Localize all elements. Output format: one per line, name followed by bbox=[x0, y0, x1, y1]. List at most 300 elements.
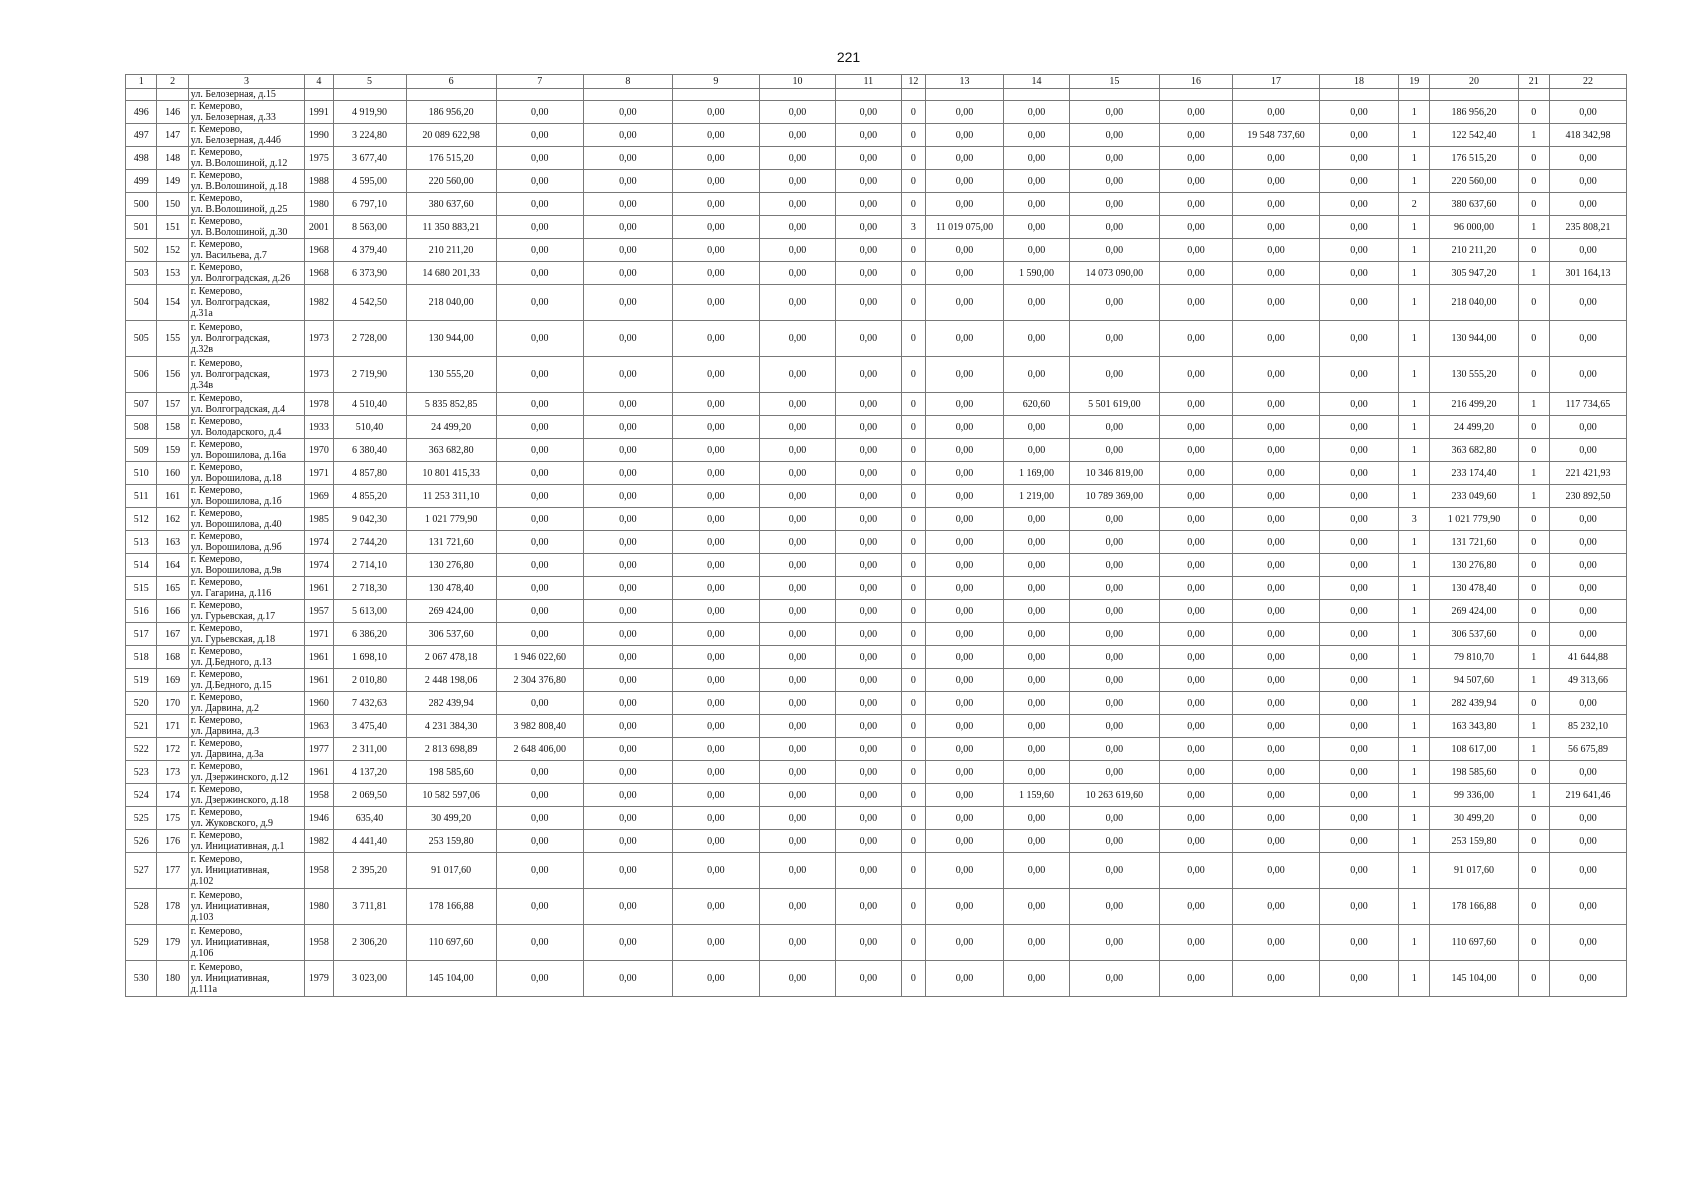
cell-col-2: 154 bbox=[157, 285, 188, 321]
address-cell bbox=[188, 692, 304, 715]
cell-col-21: 0 bbox=[1518, 170, 1549, 193]
empty-cell bbox=[901, 89, 925, 101]
header-row bbox=[126, 75, 1627, 89]
cell-col-4: 1968 bbox=[305, 239, 333, 262]
cell-col-15: 0,00 bbox=[1069, 216, 1159, 239]
address-cell bbox=[188, 600, 304, 623]
address-line: ул. Волгоградская, bbox=[190, 369, 271, 380]
cell-col-1: 522 bbox=[126, 738, 157, 761]
cell-col-17: 0,00 bbox=[1232, 508, 1319, 531]
cell-col-14: 0,00 bbox=[1004, 124, 1070, 147]
cell-col-1: 508 bbox=[126, 416, 157, 439]
cell-col-9: 0,00 bbox=[672, 853, 759, 889]
cell-col-21: 0 bbox=[1518, 357, 1549, 393]
cell-col-8: 0,00 bbox=[583, 531, 672, 554]
cell-col-22: 0,00 bbox=[1549, 239, 1626, 262]
cell-col-7: 0,00 bbox=[496, 807, 583, 830]
cell-col-2: 178 bbox=[157, 889, 188, 925]
address-line: ул. Дарвина, д.3а bbox=[190, 749, 264, 760]
address-cell bbox=[188, 889, 304, 925]
cell-col-4: 2001 bbox=[305, 216, 333, 239]
address-line: г. Кемерово, bbox=[190, 623, 243, 634]
cell-col-8: 0,00 bbox=[583, 853, 672, 889]
cell-col-9: 0,00 bbox=[672, 761, 759, 784]
address-cell bbox=[188, 646, 304, 669]
cell-col-21: 1 bbox=[1518, 124, 1549, 147]
address-line: г. Кемерово, bbox=[190, 807, 243, 818]
cell-col-16: 0,00 bbox=[1160, 623, 1233, 646]
cell-col-6: 5 835 852,85 bbox=[406, 393, 496, 416]
cell-col-18: 0,00 bbox=[1320, 393, 1399, 416]
cell-col-7: 0,00 bbox=[496, 889, 583, 925]
cell-col-12: 0 bbox=[901, 321, 925, 357]
cell-col-5: 2 395,20 bbox=[333, 853, 406, 889]
address-line: ул. Дарвина, д.2 bbox=[190, 703, 260, 714]
address-line: г. Кемерово, bbox=[190, 262, 243, 273]
cell-col-6: 10 801 415,33 bbox=[406, 462, 496, 485]
cell-col-21: 1 bbox=[1518, 669, 1549, 692]
cell-col-1: 509 bbox=[126, 439, 157, 462]
cell-col-13: 0,00 bbox=[926, 393, 1004, 416]
cell-col-4: 1979 bbox=[305, 961, 333, 997]
cell-col-16: 0,00 bbox=[1160, 807, 1233, 830]
cell-col-9: 0,00 bbox=[672, 600, 759, 623]
cell-col-7: 0,00 bbox=[496, 285, 583, 321]
cell-col-10: 0,00 bbox=[759, 357, 835, 393]
cell-col-11: 0,00 bbox=[835, 830, 901, 853]
cell-col-18: 0,00 bbox=[1320, 669, 1399, 692]
cell-col-17: 0,00 bbox=[1232, 554, 1319, 577]
cell-col-14: 0,00 bbox=[1004, 600, 1070, 623]
cell-col-4: 1988 bbox=[305, 170, 333, 193]
address-line: ул. В.Волошиной, д.25 bbox=[190, 204, 288, 215]
cell-col-16: 0,00 bbox=[1160, 393, 1233, 416]
cell-col-22: 0,00 bbox=[1549, 285, 1626, 321]
cell-col-22: 0,00 bbox=[1549, 101, 1626, 124]
cell-col-7: 0,00 bbox=[496, 262, 583, 285]
cell-col-12: 0 bbox=[901, 577, 925, 600]
cell-col-18: 0,00 bbox=[1320, 889, 1399, 925]
cell-col-8: 0,00 bbox=[583, 715, 672, 738]
cell-col-14: 0,00 bbox=[1004, 715, 1070, 738]
cell-col-19: 1 bbox=[1399, 761, 1430, 784]
cell-col-6: 2 448 198,06 bbox=[406, 669, 496, 692]
cell-col-8: 0,00 bbox=[583, 147, 672, 170]
cell-col-18: 0,00 bbox=[1320, 600, 1399, 623]
cell-col-12: 0 bbox=[901, 807, 925, 830]
cell-col-15: 0,00 bbox=[1069, 853, 1159, 889]
empty-cell bbox=[1399, 89, 1430, 101]
cell-col-5: 2 010,80 bbox=[333, 669, 406, 692]
cell-col-2: 157 bbox=[157, 393, 188, 416]
table-row bbox=[126, 239, 1627, 262]
cell-col-1: 503 bbox=[126, 262, 157, 285]
cell-col-17: 0,00 bbox=[1232, 531, 1319, 554]
cell-col-19: 1 bbox=[1399, 784, 1430, 807]
cell-col-9: 0,00 bbox=[672, 738, 759, 761]
cell-col-22: 0,00 bbox=[1549, 170, 1626, 193]
address-line: ул. Ворошилова, д.9в bbox=[190, 565, 282, 576]
address-line: г. Кемерово, bbox=[190, 147, 243, 158]
address-line: г. Кемерово, bbox=[190, 358, 243, 369]
cell-col-12: 0 bbox=[901, 830, 925, 853]
cell-col-19: 1 bbox=[1399, 531, 1430, 554]
cell-col-15: 0,00 bbox=[1069, 669, 1159, 692]
table-row bbox=[126, 623, 1627, 646]
address-line: ул. Ворошилова, д.18 bbox=[190, 473, 282, 484]
cell-col-16: 0,00 bbox=[1160, 124, 1233, 147]
cell-col-10: 0,00 bbox=[759, 147, 835, 170]
cell-col-6: 130 276,80 bbox=[406, 554, 496, 577]
address-line: г. Кемерово, bbox=[190, 322, 243, 333]
cell-col-20: 363 682,80 bbox=[1430, 439, 1518, 462]
cell-col-15: 0,00 bbox=[1069, 124, 1159, 147]
cell-col-20: 269 424,00 bbox=[1430, 600, 1518, 623]
cell-col-11: 0,00 bbox=[835, 925, 901, 961]
cell-col-11: 0,00 bbox=[835, 439, 901, 462]
cell-col-8: 0,00 bbox=[583, 393, 672, 416]
cell-col-14: 620,60 bbox=[1004, 393, 1070, 416]
cell-col-14: 0,00 bbox=[1004, 692, 1070, 715]
address-line: ул. Гурьевская, д.18 bbox=[190, 634, 276, 645]
cell-col-10: 0,00 bbox=[759, 416, 835, 439]
cell-col-5: 2 714,10 bbox=[333, 554, 406, 577]
cell-col-9: 0,00 bbox=[672, 462, 759, 485]
cell-col-20: 99 336,00 bbox=[1430, 784, 1518, 807]
cell-col-18: 0,00 bbox=[1320, 830, 1399, 853]
cell-col-9: 0,00 bbox=[672, 784, 759, 807]
cell-col-19: 1 bbox=[1399, 485, 1430, 508]
address-cell bbox=[188, 439, 304, 462]
cell-col-13: 0,00 bbox=[926, 508, 1004, 531]
cell-col-1: 529 bbox=[126, 925, 157, 961]
cell-col-6: 282 439,94 bbox=[406, 692, 496, 715]
cell-col-15: 0,00 bbox=[1069, 170, 1159, 193]
cell-col-6: 186 956,20 bbox=[406, 101, 496, 124]
cell-col-11: 0,00 bbox=[835, 961, 901, 997]
cell-col-18: 0,00 bbox=[1320, 784, 1399, 807]
cell-col-17: 0,00 bbox=[1232, 357, 1319, 393]
cell-col-20: 110 697,60 bbox=[1430, 925, 1518, 961]
empty-cell bbox=[1320, 89, 1399, 101]
cell-col-2: 180 bbox=[157, 961, 188, 997]
cell-col-4: 1980 bbox=[305, 889, 333, 925]
column-header: 7 bbox=[496, 75, 583, 89]
cell-col-20: 210 211,20 bbox=[1430, 239, 1518, 262]
cell-col-8: 0,00 bbox=[583, 262, 672, 285]
cell-col-13: 0,00 bbox=[926, 623, 1004, 646]
cell-col-4: 1978 bbox=[305, 393, 333, 416]
address-cell bbox=[188, 830, 304, 853]
address-cell bbox=[188, 462, 304, 485]
cell-col-10: 0,00 bbox=[759, 124, 835, 147]
cell-col-2: 171 bbox=[157, 715, 188, 738]
cell-col-16: 0,00 bbox=[1160, 692, 1233, 715]
cell-col-1: 501 bbox=[126, 216, 157, 239]
cell-col-7: 0,00 bbox=[496, 692, 583, 715]
cell-col-16: 0,00 bbox=[1160, 600, 1233, 623]
cell-col-19: 1 bbox=[1399, 961, 1430, 997]
cell-col-2: 168 bbox=[157, 646, 188, 669]
address-cell bbox=[188, 393, 304, 416]
address-cell bbox=[188, 508, 304, 531]
cell-col-7: 0,00 bbox=[496, 357, 583, 393]
cell-col-4: 1958 bbox=[305, 784, 333, 807]
cell-col-14: 0,00 bbox=[1004, 925, 1070, 961]
cell-col-2: 175 bbox=[157, 807, 188, 830]
table-row bbox=[126, 889, 1627, 925]
cell-col-12: 0 bbox=[901, 485, 925, 508]
cell-col-21: 1 bbox=[1518, 262, 1549, 285]
cell-col-1: 517 bbox=[126, 623, 157, 646]
cell-col-17: 19 548 737,60 bbox=[1232, 124, 1319, 147]
cell-col-18: 0,00 bbox=[1320, 439, 1399, 462]
cell-col-15: 0,00 bbox=[1069, 101, 1159, 124]
cell-col-11: 0,00 bbox=[835, 239, 901, 262]
cell-col-5: 6 373,90 bbox=[333, 262, 406, 285]
address-line: г. Кемерово, bbox=[190, 600, 243, 611]
address-cell bbox=[188, 577, 304, 600]
cell-col-16: 0,00 bbox=[1160, 577, 1233, 600]
cell-col-2: 172 bbox=[157, 738, 188, 761]
cell-col-7: 0,00 bbox=[496, 485, 583, 508]
address-line: д.102 bbox=[190, 876, 214, 887]
cell-col-15: 0,00 bbox=[1069, 692, 1159, 715]
cell-col-1: 514 bbox=[126, 554, 157, 577]
cell-col-11: 0,00 bbox=[835, 531, 901, 554]
table-row bbox=[126, 416, 1627, 439]
cell-col-10: 0,00 bbox=[759, 239, 835, 262]
cell-col-22: 41 644,88 bbox=[1549, 646, 1626, 669]
cell-col-20: 380 637,60 bbox=[1430, 193, 1518, 216]
column-header: 6 bbox=[406, 75, 496, 89]
cell-col-9: 0,00 bbox=[672, 216, 759, 239]
cell-col-13: 0,00 bbox=[926, 193, 1004, 216]
cell-col-14: 0,00 bbox=[1004, 101, 1070, 124]
cell-col-13: 0,00 bbox=[926, 692, 1004, 715]
continuation-address: ул. Белозерная, д.15 bbox=[188, 89, 304, 101]
cell-col-7: 0,00 bbox=[496, 577, 583, 600]
cell-col-12: 0 bbox=[901, 692, 925, 715]
cell-col-17: 0,00 bbox=[1232, 961, 1319, 997]
cell-col-8: 0,00 bbox=[583, 554, 672, 577]
cell-col-5: 8 563,00 bbox=[333, 216, 406, 239]
cell-col-15: 0,00 bbox=[1069, 961, 1159, 997]
cell-col-13: 0,00 bbox=[926, 416, 1004, 439]
empty-cell bbox=[1549, 89, 1626, 101]
cell-col-7: 0,00 bbox=[496, 439, 583, 462]
cell-col-12: 0 bbox=[901, 761, 925, 784]
cell-col-13: 0,00 bbox=[926, 925, 1004, 961]
cell-col-5: 7 432,63 bbox=[333, 692, 406, 715]
address-cell bbox=[188, 357, 304, 393]
address-cell bbox=[188, 784, 304, 807]
cell-col-7: 0,00 bbox=[496, 784, 583, 807]
cell-col-20: 220 560,00 bbox=[1430, 170, 1518, 193]
cell-col-16: 0,00 bbox=[1160, 531, 1233, 554]
cell-col-2: 159 bbox=[157, 439, 188, 462]
cell-col-11: 0,00 bbox=[835, 193, 901, 216]
cell-col-21: 0 bbox=[1518, 416, 1549, 439]
table-row bbox=[126, 321, 1627, 357]
cell-col-20: 186 956,20 bbox=[1430, 101, 1518, 124]
cell-col-22: 221 421,93 bbox=[1549, 462, 1626, 485]
address-line: ул. Д.Бедного, д.15 bbox=[190, 680, 272, 691]
table-row bbox=[126, 807, 1627, 830]
cell-col-6: 30 499,20 bbox=[406, 807, 496, 830]
cell-col-9: 0,00 bbox=[672, 357, 759, 393]
column-header: 8 bbox=[583, 75, 672, 89]
cell-col-7: 3 982 808,40 bbox=[496, 715, 583, 738]
cell-col-15: 14 073 090,00 bbox=[1069, 262, 1159, 285]
cell-col-8: 0,00 bbox=[583, 600, 672, 623]
address-line: г. Кемерово, bbox=[190, 508, 243, 519]
cell-col-1: 496 bbox=[126, 101, 157, 124]
cell-col-5: 3 711,81 bbox=[333, 889, 406, 925]
cell-col-1: 511 bbox=[126, 485, 157, 508]
cell-col-18: 0,00 bbox=[1320, 147, 1399, 170]
cell-col-19: 1 bbox=[1399, 416, 1430, 439]
cell-col-20: 24 499,20 bbox=[1430, 416, 1518, 439]
cell-col-19: 1 bbox=[1399, 577, 1430, 600]
cell-col-6: 253 159,80 bbox=[406, 830, 496, 853]
cell-col-14: 0,00 bbox=[1004, 961, 1070, 997]
cell-col-19: 1 bbox=[1399, 124, 1430, 147]
cell-col-16: 0,00 bbox=[1160, 416, 1233, 439]
cell-col-1: 513 bbox=[126, 531, 157, 554]
cell-col-5: 3 023,00 bbox=[333, 961, 406, 997]
cell-col-12: 0 bbox=[901, 416, 925, 439]
cell-col-7: 0,00 bbox=[496, 416, 583, 439]
cell-col-14: 0,00 bbox=[1004, 239, 1070, 262]
cell-col-11: 0,00 bbox=[835, 357, 901, 393]
column-header: 19 bbox=[1399, 75, 1430, 89]
cell-col-4: 1961 bbox=[305, 761, 333, 784]
table-body bbox=[126, 75, 1627, 997]
cell-col-7: 0,00 bbox=[496, 600, 583, 623]
cell-col-6: 11 350 883,21 bbox=[406, 216, 496, 239]
cell-col-10: 0,00 bbox=[759, 807, 835, 830]
address-line: ул. В.Волошиной, д.12 bbox=[190, 158, 288, 169]
cell-col-16: 0,00 bbox=[1160, 738, 1233, 761]
column-header: 22 bbox=[1549, 75, 1626, 89]
cell-col-2: 167 bbox=[157, 623, 188, 646]
cell-col-20: 130 944,00 bbox=[1430, 321, 1518, 357]
address-line: ул. Васильева, д.7 bbox=[190, 250, 267, 261]
cell-col-17: 0,00 bbox=[1232, 462, 1319, 485]
empty-cell bbox=[583, 89, 672, 101]
cell-col-14: 0,00 bbox=[1004, 439, 1070, 462]
cell-col-9: 0,00 bbox=[672, 577, 759, 600]
cell-col-1: 530 bbox=[126, 961, 157, 997]
cell-col-15: 0,00 bbox=[1069, 925, 1159, 961]
cell-col-17: 0,00 bbox=[1232, 285, 1319, 321]
cell-col-20: 163 343,80 bbox=[1430, 715, 1518, 738]
table-row bbox=[126, 124, 1627, 147]
cell-col-17: 0,00 bbox=[1232, 784, 1319, 807]
cell-col-8: 0,00 bbox=[583, 439, 672, 462]
cell-col-21: 0 bbox=[1518, 554, 1549, 577]
cell-col-19: 1 bbox=[1399, 439, 1430, 462]
cell-col-15: 0,00 bbox=[1069, 285, 1159, 321]
cell-col-21: 0 bbox=[1518, 101, 1549, 124]
cell-col-13: 0,00 bbox=[926, 285, 1004, 321]
cell-col-15: 0,00 bbox=[1069, 830, 1159, 853]
cell-col-22: 49 313,66 bbox=[1549, 669, 1626, 692]
cell-col-16: 0,00 bbox=[1160, 285, 1233, 321]
cell-col-13: 0,00 bbox=[926, 124, 1004, 147]
column-header: 16 bbox=[1160, 75, 1233, 89]
cell-col-8: 0,00 bbox=[583, 170, 672, 193]
cell-col-13: 0,00 bbox=[926, 101, 1004, 124]
cell-col-18: 0,00 bbox=[1320, 853, 1399, 889]
cell-col-4: 1957 bbox=[305, 600, 333, 623]
address-line: ул. Ворошилова, д.9б bbox=[190, 542, 282, 553]
cell-col-21: 0 bbox=[1518, 600, 1549, 623]
cell-col-18: 0,00 bbox=[1320, 262, 1399, 285]
cell-col-15: 0,00 bbox=[1069, 761, 1159, 784]
cell-col-6: 306 537,60 bbox=[406, 623, 496, 646]
cell-col-21: 0 bbox=[1518, 439, 1549, 462]
cell-col-17: 0,00 bbox=[1232, 853, 1319, 889]
cell-col-8: 0,00 bbox=[583, 738, 672, 761]
cell-col-2: 155 bbox=[157, 321, 188, 357]
cell-col-22: 117 734,65 bbox=[1549, 393, 1626, 416]
cell-col-8: 0,00 bbox=[583, 416, 672, 439]
cell-col-15: 0,00 bbox=[1069, 577, 1159, 600]
cell-col-5: 2 744,20 bbox=[333, 531, 406, 554]
cell-col-12: 0 bbox=[901, 508, 925, 531]
cell-col-21: 0 bbox=[1518, 321, 1549, 357]
cell-col-15: 10 789 369,00 bbox=[1069, 485, 1159, 508]
cell-col-12: 0 bbox=[901, 961, 925, 997]
cell-col-13: 11 019 075,00 bbox=[926, 216, 1004, 239]
address-cell bbox=[188, 738, 304, 761]
address-line: ул. Инициативная, bbox=[190, 937, 270, 948]
cell-col-7: 2 648 406,00 bbox=[496, 738, 583, 761]
cell-col-17: 0,00 bbox=[1232, 738, 1319, 761]
cell-col-7: 0,00 bbox=[496, 193, 583, 216]
address-cell bbox=[188, 193, 304, 216]
cell-col-21: 1 bbox=[1518, 485, 1549, 508]
column-header: 9 bbox=[672, 75, 759, 89]
cell-col-8: 0,00 bbox=[583, 462, 672, 485]
cell-col-6: 176 515,20 bbox=[406, 147, 496, 170]
cell-col-16: 0,00 bbox=[1160, 508, 1233, 531]
cell-col-10: 0,00 bbox=[759, 577, 835, 600]
column-header: 1 bbox=[126, 75, 157, 89]
address-line: д.32в bbox=[190, 344, 214, 355]
address-cell bbox=[188, 239, 304, 262]
cell-col-18: 0,00 bbox=[1320, 623, 1399, 646]
cell-col-14: 0,00 bbox=[1004, 889, 1070, 925]
cell-col-1: 506 bbox=[126, 357, 157, 393]
cell-col-15: 0,00 bbox=[1069, 147, 1159, 170]
cell-col-16: 0,00 bbox=[1160, 485, 1233, 508]
cell-col-19: 1 bbox=[1399, 646, 1430, 669]
address-line: г. Кемерово, bbox=[190, 101, 243, 112]
table-row bbox=[126, 357, 1627, 393]
cell-col-16: 0,00 bbox=[1160, 462, 1233, 485]
cell-col-15: 0,00 bbox=[1069, 508, 1159, 531]
cell-col-4: 1977 bbox=[305, 738, 333, 761]
cell-col-18: 0,00 bbox=[1320, 216, 1399, 239]
cell-col-17: 0,00 bbox=[1232, 623, 1319, 646]
cell-col-14: 0,00 bbox=[1004, 285, 1070, 321]
cell-col-10: 0,00 bbox=[759, 600, 835, 623]
cell-col-1: 520 bbox=[126, 692, 157, 715]
cell-col-2: 147 bbox=[157, 124, 188, 147]
